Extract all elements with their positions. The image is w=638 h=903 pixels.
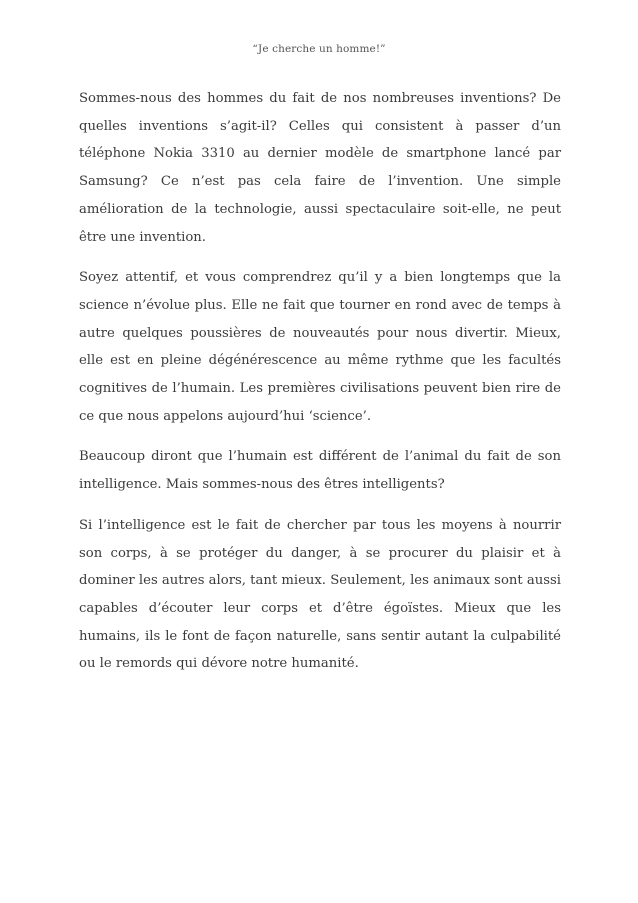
paragraph-3: Beaucoup diront que l’humain est différent de l’animal du fait de son intelligence. Mais sommes-nous des êtres intelligents?	[79, 449, 561, 493]
paragraph-4: Si l’intelligence est le fait de chercher par tous les moyens à nourrir son corps, à se protéger du danger, à se procurer du plaisir et à dominer les autres alors, tant mieux. Seulement, les animaux sont aussi capables d’écouter leur corps et d’être égoïstes. Mieux que les humains, ils le font de façon naturelle, sans sentir autant la culpabilité ou le remords qui dévore notre humanité.	[79, 517, 561, 672]
paragraph-1: Sommes-nous des hommes du fait de nos nombreuses inventions? De quelles inventions s’agit-il? Celles qui consistent à passer d’un téléphone Nokia 3310 au dernier modèle de smartphone lancé par Samsung? Ce n’est pas cela faire de l’invention. Une simple amélioration de la technologie, aussi spectaculaire soit-elle, ne peut être une invention.	[79, 91, 561, 245]
body-text	[79, 85, 561, 691]
paragraph-2: Soyez attentif, et vous comprendrez qu’il y a bien longtemps que la science n’évolue plus. Elle ne fait que tourner en rond avec de temps à autre quelques poussières de nouveautés pour nous divertir. Mieux, elle est en pleine dégénérescence au même rythme que les facultés cognitives de l’humain. Les premières civilisations peuvent bien rire de ce que nous appelons aujourd’hui ‘science’.	[79, 270, 561, 424]
running-header-title: “Je cherche un homme!”	[252, 43, 386, 55]
